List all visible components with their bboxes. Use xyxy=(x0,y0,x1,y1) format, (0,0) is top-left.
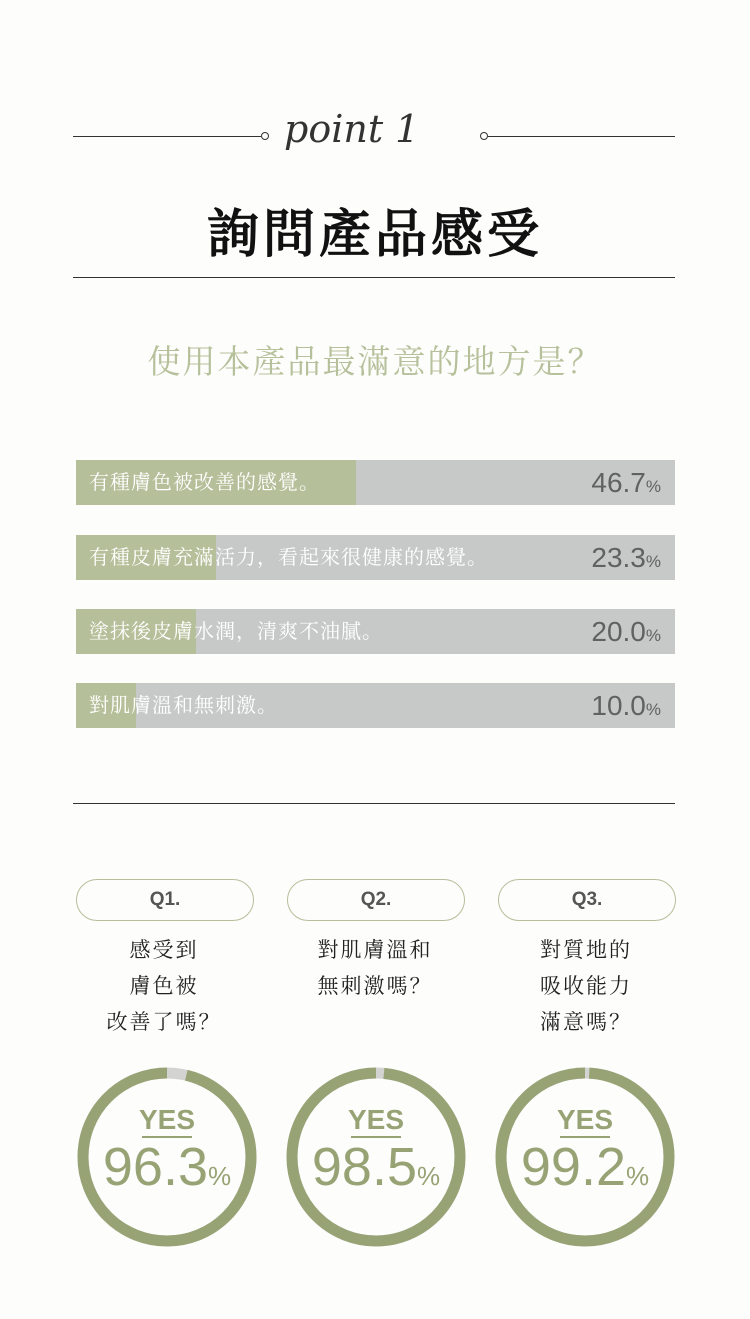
q1-line-1: 感受到 xyxy=(129,938,199,962)
q1-question xyxy=(74,932,254,1040)
point-script-label xyxy=(280,100,470,170)
bar-label-4: 對肌膚溫和無刺激。 xyxy=(89,693,278,717)
q3-pill: Q3. xyxy=(498,879,676,921)
header-line-left xyxy=(73,136,261,137)
q1-line-3: 改善了嗎？ xyxy=(106,1010,222,1034)
donut-chart-q3 xyxy=(494,1066,676,1248)
bar-value-4: 10.0% xyxy=(591,690,661,721)
page-title: 詢問產品感受 xyxy=(206,205,543,265)
q2-line-1: 對肌膚溫和 xyxy=(317,938,433,962)
bar-row-4 xyxy=(76,683,675,728)
donut-chart-q1 xyxy=(76,1066,258,1248)
bar-row-2 xyxy=(76,535,675,580)
bar-label-3: 塗抹後皮膚水潤，清爽不油膩。 xyxy=(89,619,383,643)
title-divider xyxy=(73,277,675,278)
donut-category-q2: YES xyxy=(347,1104,405,1135)
donut-value-q3: 99.2% xyxy=(520,1137,650,1197)
bar-label-2: 有種皮膚充滿活力，看起來很健康的感覺。 xyxy=(89,545,488,569)
donut-value-q1: 96.3% xyxy=(102,1137,232,1197)
q1-pill: Q1. xyxy=(76,879,254,921)
point-label-text: point 1 xyxy=(284,107,420,151)
q1-line-2: 膚色被 xyxy=(129,974,199,998)
header-dot-right xyxy=(480,132,488,140)
section-question: 使用本產品最滿意的地方是？ xyxy=(147,342,603,381)
bar-value-1: 46.7% xyxy=(591,467,661,498)
bar-row-1 xyxy=(76,460,675,505)
donut-category-q1: YES xyxy=(138,1104,196,1135)
q3-question xyxy=(496,932,676,1040)
bar-label-1: 有種膚色被改善的感覺。 xyxy=(89,470,320,494)
donut-value-q2: 98.5% xyxy=(311,1137,441,1197)
donut-chart-q2 xyxy=(285,1066,467,1248)
bar-value-3: 20.0% xyxy=(591,616,661,647)
q2-line-2: 無刺激嗎？ xyxy=(317,974,433,998)
q3-line-3: 滿意嗎？ xyxy=(540,1010,632,1034)
header-line-right xyxy=(488,136,675,137)
section-divider xyxy=(73,803,675,804)
q2-pill: Q2. xyxy=(287,879,465,921)
donut-category-q3: YES xyxy=(556,1104,614,1135)
q2-question xyxy=(285,932,465,1004)
bar-value-2: 23.3% xyxy=(591,542,661,573)
header-dot-left xyxy=(261,132,269,140)
bar-row-3 xyxy=(76,609,675,654)
q3-line-1: 對質地的 xyxy=(540,938,632,962)
q3-line-2: 吸收能力 xyxy=(540,974,632,998)
